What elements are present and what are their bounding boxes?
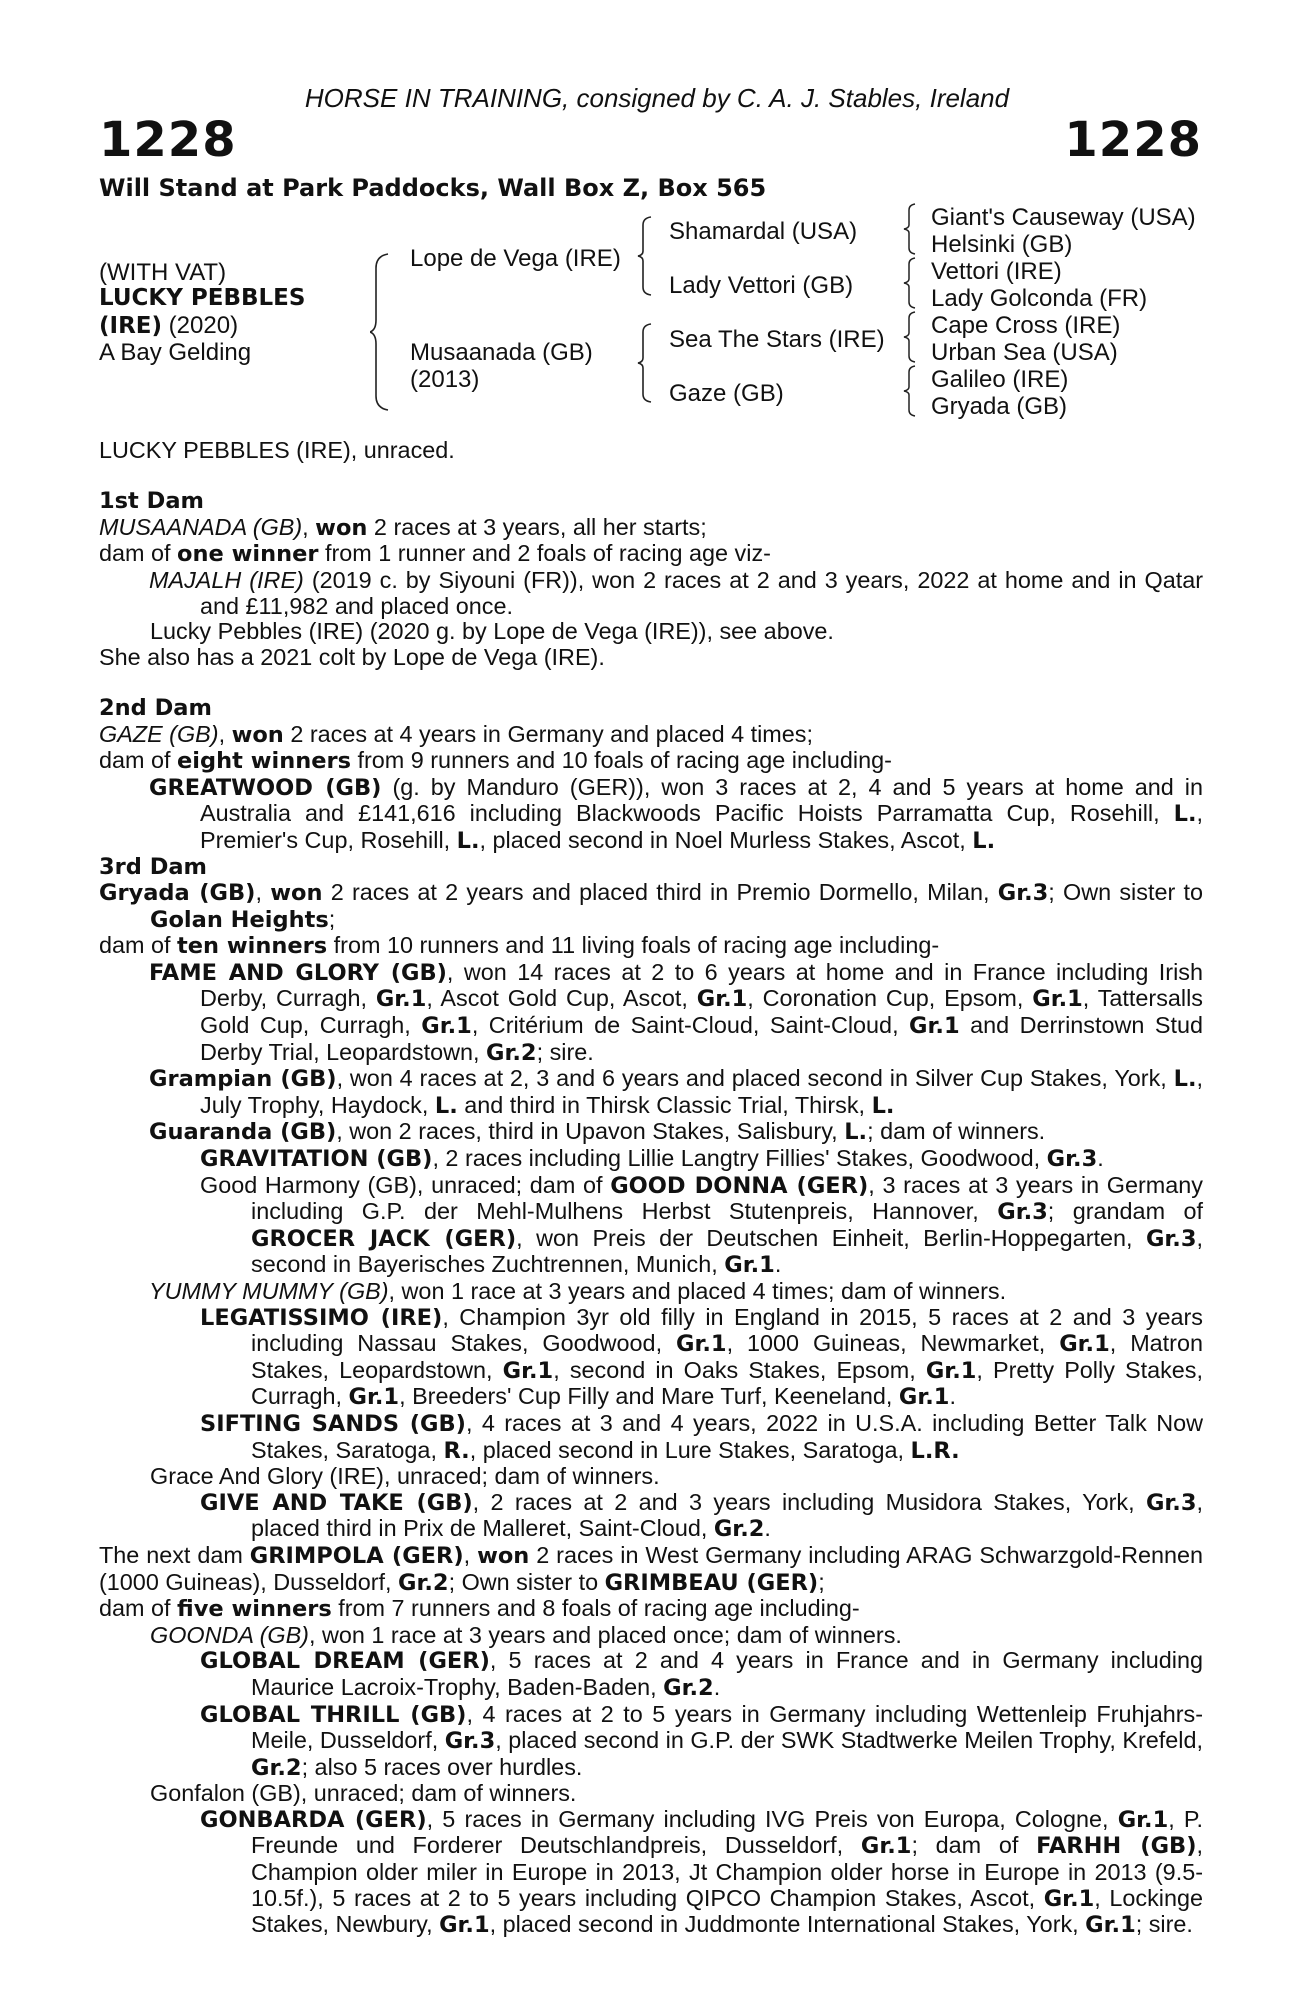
third-dam-summary: Gryada (GB), won 2 races at 2 years and placed third in Premio Dormello, Milan, Gr.3; Own sister to Golan Heights; — [99, 879, 1203, 933]
produce-guaranda: Guaranda (GB), won 2 races, third in Upavon Stakes, Salisbury, L.; dam of winners. — [149, 1118, 1046, 1146]
gen3-5: Cape Cross (IRE) — [931, 312, 1121, 339]
third-dam-produce-summary: dam of ten winners from 10 runners and 11 living foals of racing age including- — [99, 932, 940, 960]
gen3-4: Lady Golconda (FR) — [931, 285, 1148, 312]
sire-sire: Shamardal (USA) — [669, 218, 858, 245]
produce-gonfalon: Gonfalon (GB), unraced; dam of winners. — [150, 1780, 577, 1807]
produce-fame-and-glory: FAME AND GLORY (GB), won 14 races at 2 to 6 years at home and in France including Irish Derby, Curragh, Gr.1, Ascot Gold Cup, Ascot, Gr.1, Coronation Cup, Epsom, Gr.1, Tattersalls Gold Cup, Curragh, Gr.1, Critérium de Saint-Cloud, Saint-Cloud, Gr.1 and Derrinstown Stud Derby Trial, Leopardstown, Gr.2; sire. — [149, 958, 1203, 1066]
third-dam-heading: 3rd Dam — [99, 853, 207, 880]
second-dam-heading: 2nd Dam — [99, 694, 212, 721]
gen3-1: Giant's Causeway (USA) — [931, 204, 1196, 231]
produce-gravitation: GRAVITATION (GB), 2 races including Lillie Langtry Fillies' Stakes, Goodwood, Gr.3. — [200, 1145, 1104, 1173]
dam: Musaanada (GB) — [410, 339, 593, 366]
second-dam-summary: GAZE (GB), won 2 races at 4 years in Germany and placed 4 times; — [99, 720, 813, 748]
gen3-2: Helsinki (GB) — [931, 231, 1073, 258]
dam-dam: Gaze (GB) — [669, 380, 784, 407]
first-dam-heading: 1st Dam — [99, 488, 204, 515]
first-dam-summary: MUSAANADA (GB), won 2 races at 3 years, all her starts; — [99, 513, 707, 541]
produce-global-thrill: GLOBAL THRILL (GB), 4 races at 2 to 5 years in Germany including Wettenleip Fruhjahrs-Meile, Dusseldorf, Gr.3, placed second in G.P. der SWK Stadtwerke Meilen Trophy, Krefeld, Gr.2; also 5 races over hurdles. — [200, 1700, 1203, 1781]
produce-gonbarda: GONBARDA (GER), 5 races in Germany including IVG Preis von Europa, Cologne, Gr.1, P. Freunde und Forderer Deutschlandpreis, Dusseldorf, Gr.1; dam of FARHH (GB), Champion older miler in Europe in 2013, Jt Champion older horse in Europe in 2013 (9.5-10.5f.), 5 races at 2 to 5 years including QIPCO Champion Stakes, Ascot, Gr.1, Lockinge Stakes, Newbury, Gr.1, placed second in Juddmonte International Stakes, York, Gr.1; sire. — [200, 1805, 1203, 1939]
horse-description: A Bay Gelding — [99, 339, 252, 366]
produce-grace-and-glory: Grace And Glory (IRE), unraced; dam of winners. — [150, 1463, 660, 1490]
brace-gen1 — [370, 252, 392, 412]
dam-year: (2013) — [410, 366, 480, 393]
horse-country: (IRE) — [99, 313, 163, 339]
horse-year-line — [99, 312, 238, 340]
produce-grampian: Grampian (GB), won 4 races at 2, 3 and 6 years and placed second in Silver Cup Stakes, York, L., July Trophy, Haydock, L. and third in Thirsk Classic Trial, Thirsk, L. — [149, 1065, 1203, 1119]
unraced-note: LUCKY PEBBLES (IRE), unraced. — [99, 437, 455, 463]
produce-lucky-pebbles: Lucky Pebbles (IRE) (2020 g. by Lope de Vega (IRE)), see above. — [150, 618, 834, 645]
brace-g3-2 — [903, 257, 919, 309]
second-dam-produce-summary: dam of eight winners from 9 runners and 10 foals of racing age including- — [99, 747, 892, 775]
next-dam-produce-summary: dam of five winners from 7 runners and 8 foals of racing age including- — [99, 1595, 860, 1623]
gen3-3: Vettori (IRE) — [931, 258, 1062, 285]
sire: Lope de Vega (IRE) — [410, 245, 621, 272]
produce-legatissimo: LEGATISSIMO (IRE), Champion 3yr old filly in England in 2015, 5 races at 2 and 3 years including Nassau Stakes, Goodwood, Gr.1, 1000 Guineas, Newmarket, Gr.1, Matron Stakes, Leopardstown, Gr.1, second in Oaks Stakes, Epsom, Gr.1, Pretty Polly Stakes, Curragh, Gr.1, Breeders' Cup Filly and Mare Turf, Keeneland, Gr.1. — [200, 1303, 1203, 1411]
produce-greatwood: GREATWOOD (GB) (g. by Manduro (GER)), won 3 races at 2, 4 and 5 years at home and in Australia and £141,616 including Blackwoods Pacific Hoists Parramatta Cup, Rosehill, L., Premier's Cup, Rosehill, L., placed second in Noel Murless Stakes, Ascot, L. — [149, 773, 1203, 854]
consignment-line: HORSE IN TRAINING, consigned by C. A. J. Stables, Ireland — [304, 83, 1010, 113]
produce-good-harmony: Good Harmony (GB), unraced; dam of GOOD DONNA (GER), 3 races at 3 years in Germany including G.P. der Mehl-Mulhens Herbst Stutenpreis, Hannover, Gr.3; grandam of GROCER JACK (GER), won Preis der Deutschen Einheit, Berlin-Hoppegarten, Gr.3, second in Bayerisches Zuchtrennen, Munich, Gr.1. — [200, 1171, 1203, 1279]
sire-dam: Lady Vettori (GB) — [669, 272, 854, 299]
dam-sire: Sea The Stars (IRE) — [669, 326, 885, 353]
brace-g3-3 — [903, 311, 919, 363]
brace-dam — [637, 322, 657, 404]
produce-give-and-take: GIVE AND TAKE (GB), 2 races at 2 and 3 years including Musidora Stakes, York, Gr.3, placed third in Prix de Malleret, Saint-Cloud, Gr.2. — [200, 1488, 1203, 1543]
produce-2021-colt: She also has a 2021 colt by Lope de Vega (IRE). — [99, 643, 605, 670]
gen3-7: Galileo (IRE) — [931, 366, 1069, 393]
horse-year: (2020) — [162, 312, 239, 339]
stand-location: Will Stand at Park Paddocks, Wall Box Z, Box 565 — [99, 174, 767, 202]
produce-majalh: MAJALH (IRE) (2019 c. by Siyouni (FR)), won 2 races at 2 and 3 years, 2022 at home and in Qatar and £11,982 and placed once. — [149, 566, 1204, 619]
brace-g3-1 — [903, 203, 919, 255]
next-dam-summary: The next dam GRIMPOLA (GER), won 2 races in West Germany including ARAG Schwarzgold-Rennen (1000 Guineas), Dusseldorf, Gr.2; Own sister to GRIMBEAU (GER); — [99, 1541, 1204, 1596]
lot-number-left: 1228 — [99, 112, 237, 168]
brace-sire — [637, 215, 657, 297]
lot-number-right: 1228 — [1064, 112, 1202, 168]
produce-global-dream: GLOBAL DREAM (GER), 5 races at 2 and 4 years in France and in Germany including Maurice Lacroix-Trophy, Baden-Baden, Gr.2. — [200, 1647, 1203, 1701]
produce-yummy-mummy: YUMMY MUMMY (GB), won 1 race at 3 years and placed 4 times; dam of winners. — [149, 1278, 1007, 1304]
produce-goonda: GOONDA (GB), won 1 race at 3 years and placed once; dam of winners. — [150, 1621, 902, 1648]
catalogue-notes — [99, 438, 1203, 1939]
gen3-6: Urban Sea (USA) — [931, 339, 1118, 366]
produce-sifting-sands: SIFTING SANDS (GB), 4 races at 3 and 4 years, 2022 in U.S.A. including Better Talk Now Stakes, Saratoga, R., placed second in Lure Stakes, Saratoga, L.R. — [200, 1409, 1203, 1464]
horse-name: LUCKY PEBBLES — [99, 285, 306, 311]
brace-g3-4 — [903, 365, 919, 417]
gen3-8: Gryada (GB) — [931, 393, 1068, 420]
first-dam-produce-summary: dam of one winner from 1 runner and 2 foals of racing age viz- — [99, 540, 771, 568]
vat-note: (WITH VAT) — [99, 259, 227, 286]
